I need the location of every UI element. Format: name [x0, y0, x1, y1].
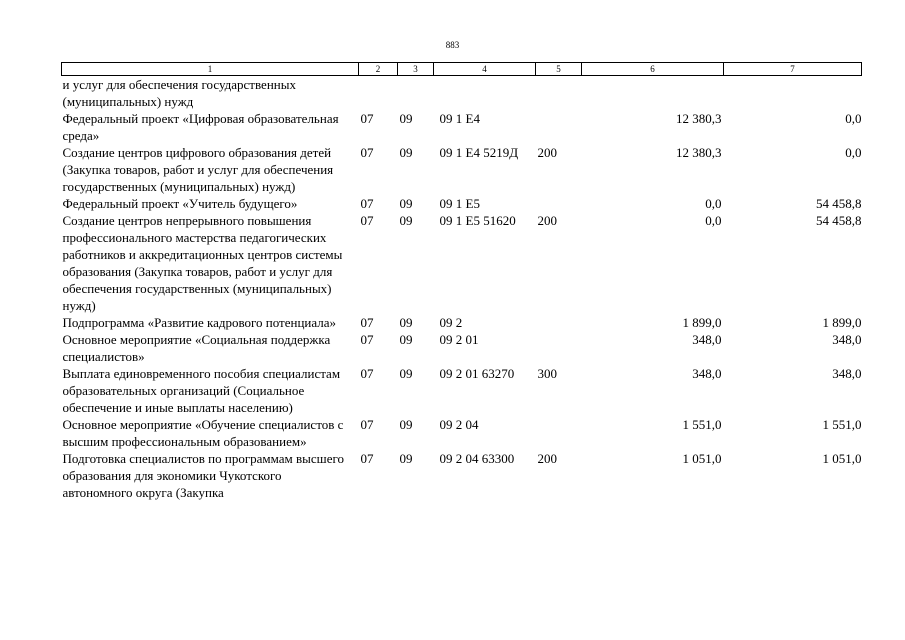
column-number-1: 1 [62, 63, 359, 76]
column-number-3: 3 [398, 63, 434, 76]
row-target-code: 09 2 04 63300 [439, 451, 515, 466]
column-number-5: 5 [536, 63, 582, 76]
row-sum-1: 1 051,0 [682, 451, 722, 466]
table-row [62, 110, 862, 144]
row-target-code: 09 1 Е4 [439, 111, 480, 126]
row-subsection: 09 [399, 417, 413, 432]
column-number-6: 6 [582, 63, 724, 76]
row-sum-2: 0,0 [845, 111, 862, 126]
row-name: Создание центров непрерывного повышения профессионального мастерства педагогических работников и аккредитационных центров системы образования (Закупка товаров, работ и услуг для обеспечения государственных (муниципальных) нужд) [62, 213, 343, 313]
row-section: 07 [360, 196, 374, 211]
row-expense-type: 300 [537, 366, 557, 381]
table-row [62, 314, 862, 331]
row-sum-2: 348,0 [832, 332, 862, 347]
row-sum-2 [724, 76, 862, 111]
row-subsection: 09 [399, 111, 413, 126]
table-row [62, 144, 862, 195]
row-subsection [398, 76, 434, 111]
row-name: Создание центров цифрового образования детей (Закупка товаров, работ и услуг для обеспечения государственных (муниципальных) нужд) [62, 145, 334, 194]
row-sum-2: 1 899,0 [822, 315, 862, 330]
row-section: 07 [360, 315, 374, 330]
table-header [62, 63, 862, 76]
row-sum-2: 1 051,0 [822, 451, 862, 466]
row-target-code: 09 2 01 63270 [439, 366, 515, 381]
column-number-7: 7 [724, 63, 862, 76]
row-sum-2: 1 551,0 [822, 417, 862, 432]
table-row [62, 331, 862, 365]
row-subsection: 09 [399, 145, 413, 160]
row-target-code: 09 2 04 [439, 417, 479, 432]
row-sum-1 [582, 76, 724, 111]
row-expense-type: 200 [537, 145, 557, 160]
row-expense-type [536, 110, 582, 144]
row-sum-1: 0,0 [705, 213, 722, 228]
row-section: 07 [360, 213, 374, 228]
row-expense-type [536, 314, 582, 331]
row-sum-2: 54 458,8 [816, 213, 862, 228]
row-sum-2: 54 458,8 [816, 196, 862, 211]
row-section: 07 [360, 417, 374, 432]
column-number-4: 4 [434, 63, 536, 76]
row-sum-1: 1 899,0 [682, 315, 722, 330]
table-row [62, 365, 862, 416]
row-sum-1: 1 551,0 [682, 417, 722, 432]
row-name: Федеральный проект «Цифровая образовательная среда» [62, 111, 339, 143]
budget-table [61, 62, 862, 501]
row-subsection: 09 [399, 366, 413, 381]
row-expense-type: 200 [537, 451, 557, 466]
row-target-code: 09 1 Е4 5219Д [439, 145, 519, 160]
column-number-row [62, 63, 862, 76]
row-name: Подготовка специалистов по программам высшего образования для экономики Чукотского автономного округа (Закупка [62, 451, 344, 500]
row-expense-type [536, 76, 582, 111]
row-expense-type [536, 416, 582, 450]
row-sum-1: 348,0 [692, 366, 722, 381]
row-section: 07 [360, 366, 374, 381]
row-target-code: 09 1 Е5 [439, 196, 480, 211]
row-name: Федеральный проект «Учитель будущего» [62, 196, 298, 211]
row-sum-2: 348,0 [832, 366, 862, 381]
row-name: Подпрограмма «Развитие кадрового потенциала» [62, 315, 337, 330]
row-expense-type [536, 331, 582, 365]
row-target-code: 09 2 01 [439, 332, 479, 347]
row-subsection: 09 [399, 213, 413, 228]
row-target-code: 09 2 [439, 315, 463, 330]
table-row [62, 416, 862, 450]
row-section [359, 76, 398, 111]
row-expense-type [536, 195, 582, 212]
column-number-2: 2 [359, 63, 398, 76]
row-sum-1: 12 380,3 [676, 145, 722, 160]
page-number: 883 [445, 40, 460, 50]
row-target-code: 09 1 Е5 51620 [439, 213, 516, 228]
table-row [62, 195, 862, 212]
table-row [62, 76, 862, 111]
row-sum-1: 0,0 [705, 196, 722, 211]
row-sum-1: 12 380,3 [676, 111, 722, 126]
row-subsection: 09 [399, 332, 413, 347]
row-target-code [434, 76, 536, 111]
row-name: Основное мероприятие «Обучение специалистов с высшим профессиональным образованием» [62, 417, 344, 449]
row-expense-type: 200 [537, 213, 557, 228]
row-section: 07 [360, 451, 374, 466]
row-section: 07 [360, 332, 374, 347]
row-section: 07 [360, 111, 374, 126]
row-name: Выплата единовременного пособия специалистам образовательных организаций (Социальное обеспечение и иные выплаты населению) [62, 366, 341, 415]
table-row [62, 212, 862, 314]
row-name: и услуг для обеспечения государственных (муниципальных) нужд [62, 77, 296, 109]
row-section: 07 [360, 145, 374, 160]
row-subsection: 09 [399, 315, 413, 330]
table-body [62, 76, 862, 502]
row-sum-2: 0,0 [845, 145, 862, 160]
row-subsection: 09 [399, 451, 413, 466]
row-subsection: 09 [399, 196, 413, 211]
row-name: Основное мероприятие «Социальная поддержка специалистов» [62, 332, 331, 364]
row-sum-1: 348,0 [692, 332, 722, 347]
table-row [62, 450, 862, 501]
